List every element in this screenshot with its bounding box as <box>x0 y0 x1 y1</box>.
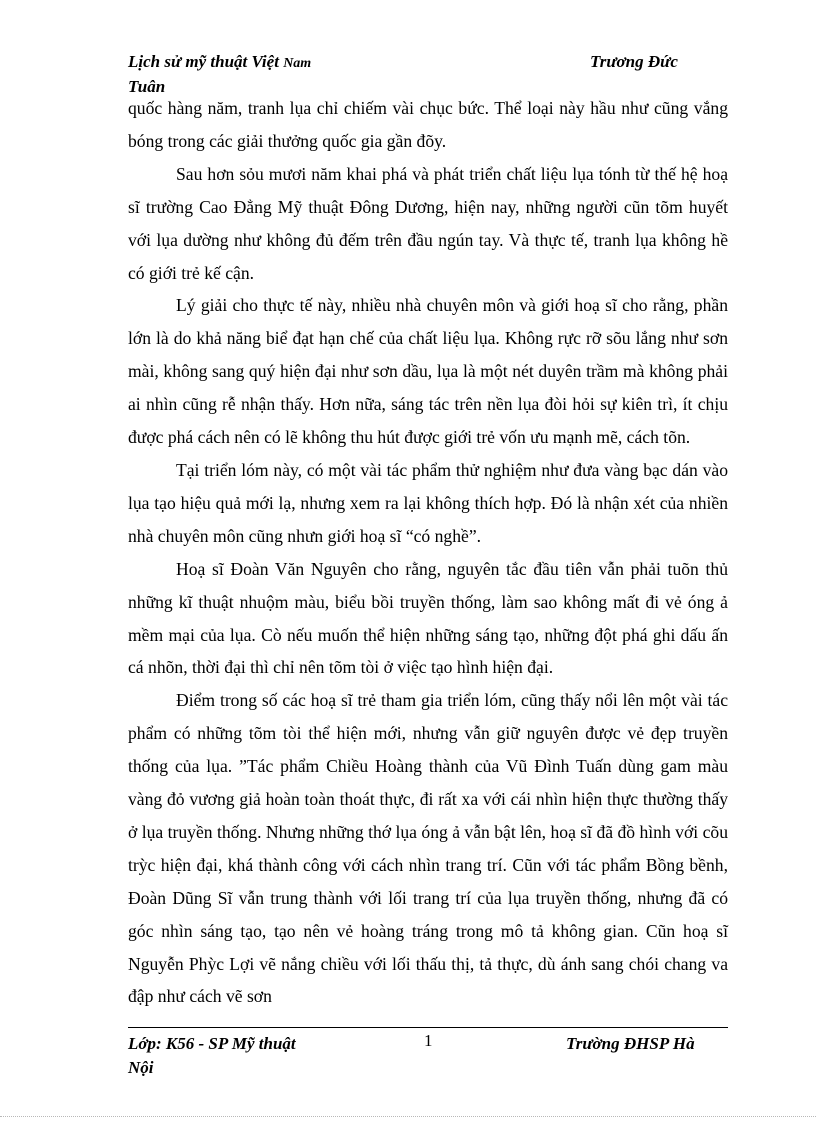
paragraph: Tại triển lóm này, có một vài tác phẩm thử nghiệm như đưa vàng bạc dán vào lụa tạo hiệu quả mới lạ, nhưng xem ra lại không thích hợp. Đó là nhận xét của nhiền nhà chuyên môn cũng nhưn giới hoạ sĩ “có nghề”. <box>128 459 728 546</box>
paragraph: Lý giải cho thực tế này, nhiều nhà chuyên môn và giới hoạ sĩ cho rằng, phần lớn là do khả năng biể đạt hạn chế của chất liệu lụa. Không rực rỡ sõu lắng như sơn mài, không sang quý hiện đại như sơn dầu, lụa là một nét duyên trầm mà không phải ai nhìn cũng rễ nhận thấy. Hơn nữa, sáng tác trên nền lụa đòi hỏi sự kiên trì, ít chịu được phá cách nên có lẽ không thu hút được giới trẻ vốn ưu mạnh mẽ, cách tõn. <box>128 295 728 448</box>
header-title-small: Nam <box>283 56 312 71</box>
paragraph: Sau hơn sỏu mươi năm khai phá và phát triển chất liệu lụa tónh từ thế hệ hoạ sĩ trường Cao Đẳng Mỹ thuật Đông Dương, hiện nay, những người cũn tõm huyết với lụa dường như không đủ đếm trên đầu ngún tay. Và thực tế, tranh lụa không hề có giới trẻ kế cận. <box>128 163 728 283</box>
header-title-wrap: Tuân <box>128 77 166 96</box>
footer-school: Trường ĐHSP Hà <box>566 1034 695 1053</box>
document-body <box>128 92 728 1013</box>
footer-divider <box>128 1027 728 1028</box>
paragraph: Hoạ sĩ Đoàn Văn Nguyên cho rằng, nguyên tắc đầu tiên vẫn phải tuõn thủ những kĩ thuật nhuộm màu, biểu bồi truyền thống, làm sao không mất đi vẻ óng ả mềm mại của lụa. Cò nếu muốn thể hiện những sáng tạo, những đột phá ghi dấu ấn cá nhõn, thời đại thì chỉ nên tõm tòi ở việc tạo hình hiện đại. <box>128 558 728 678</box>
footer-class-wrap: Nội <box>128 1058 154 1077</box>
paragraph: Điểm trong số các hoạ sĩ trẻ tham gia triển lóm, cũng thấy nổi lên một vài tác phẩm có những tõm tòi thể hiện mới, nhưng vẫn giữ nguyên được vẻ đẹp truyền thống của lụa. ”Tác phẩm Chiều Hoàng thành của Vũ Đình Tuấn dùng gam màu vàng đỏ vương giả hoàn toàn thoát thực, đi rất xa với cái nhìn hiện thực thường thấy ở lụa truyền thống. Nhưng những thớ lụa óng ả vẫn bật lên, hoạ sĩ đã đồ hình với cõu trỳc hiện đại, khá thành công với cách nhìn trang trí. Cũn với tác phẩm Bồng bềnh, Đoàn Dũng Sĩ vẫn trung thành với lối trang trí của lụa truyền thống, nhưng đã có góc nhìn sáng tạo, tạo nên vẻ hoàng tráng trong mô tả không gian. Cũn hoạ sĩ Nguyễn Phỳc Lợi vẽ nắng chiều với lối thấu thị, tả thực, dù ánh sang chói chang va đập như cách vẽ sơn <box>128 690 728 1007</box>
page-number: 1 <box>424 1031 433 1050</box>
footer-class-main: Lớp: K56 - SP Mỹ thuật <box>128 1034 296 1053</box>
header-author: Trương Đức <box>590 52 678 71</box>
footer-class-label <box>128 1032 348 1080</box>
page-bottom-edge <box>0 1116 816 1117</box>
header-course-title <box>128 50 388 98</box>
paragraph: quốc hàng năm, tranh lụa chỉ chiếm vài chục bức. Thể loại này hầu như cũng vắng bóng trong các giải thưởng quốc gia gần đõy. <box>128 98 728 151</box>
header-title-main: Lịch sử mỹ thuật Việt <box>128 52 279 71</box>
